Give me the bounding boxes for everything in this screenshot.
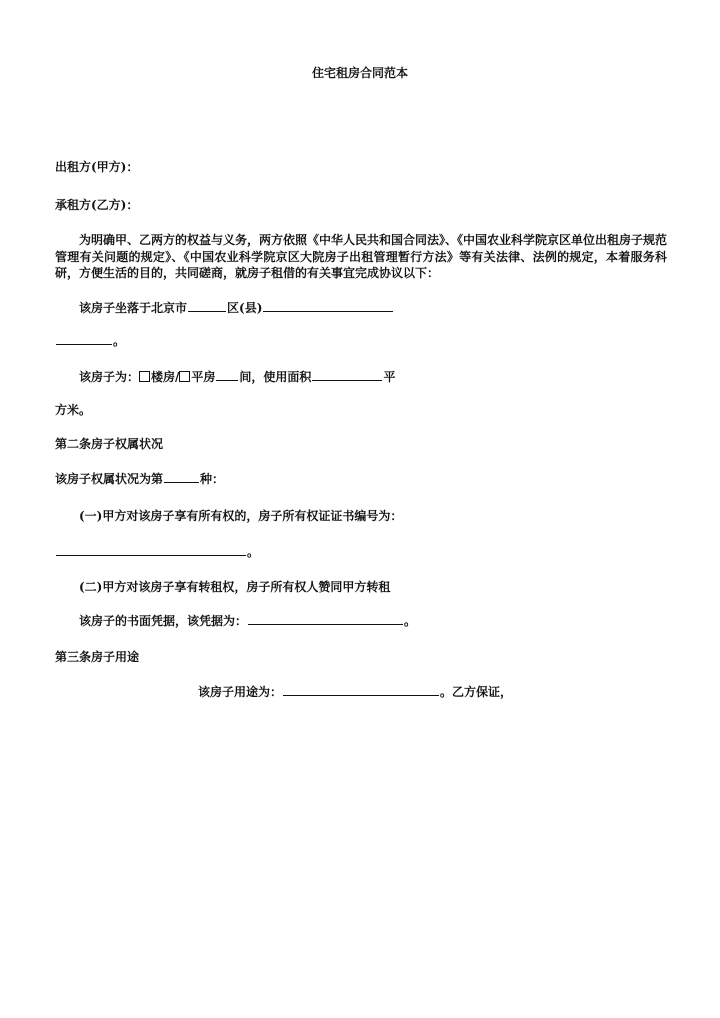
proof-line: [79, 613, 416, 629]
location-end: 。: [113, 334, 126, 348]
unit-end: 方米。: [55, 403, 92, 417]
use-suffix: 。乙方保证，: [440, 685, 513, 699]
status-blank[interactable]: [164, 471, 199, 483]
location-line: [79, 300, 394, 316]
address-blank[interactable]: [263, 300, 393, 312]
house-type-line: [79, 369, 395, 385]
status-prefix: 该房子权属状况为第: [55, 472, 164, 486]
status-suffix: 种：: [200, 472, 225, 486]
checkbox-bungalow[interactable]: [179, 371, 190, 382]
house-type-prefix: 该房子为：: [79, 370, 140, 384]
use-prefix: 该房子用途为：: [198, 685, 283, 699]
checkbox-building[interactable]: [139, 371, 150, 382]
location-prefix: 该房子坐落于北京市: [79, 301, 188, 315]
document-title: 住宅租房合同范本: [311, 66, 408, 80]
item1-end: 。: [247, 545, 260, 559]
area-blank[interactable]: [312, 369, 382, 381]
location-mid: 区(县): [227, 301, 263, 315]
certificate-blank[interactable]: [56, 544, 246, 556]
address-blank-2[interactable]: [56, 333, 112, 345]
proof-blank[interactable]: [248, 613, 403, 625]
rooms-label: 间，使用面积: [239, 370, 312, 384]
use-line: [198, 684, 512, 700]
option-building: 楼房/: [151, 370, 180, 384]
lessor-label: 出租方(甲方)：: [55, 160, 139, 174]
option-bungalow: 平房: [191, 370, 216, 384]
lessee-label: 承租方(乙方)：: [55, 198, 139, 212]
ownership-status-line: [55, 471, 224, 487]
item2: (二)甲方对该房子享有转租权，房子所有权人赞同甲方转租: [79, 580, 391, 594]
item1: (一)甲方对该房子享有所有权的，房子所有权证证书编号为：: [79, 509, 403, 523]
intro-paragraph: 为明确甲、乙两方的权益与义务，两方依照《中华人民共和国合同法》、《中国农业科学院京区单位出租房子规范管理有关问题的规定》、《中国农业科学院京区大院房子出租管理暂行方法》等有关法律、法例的规定，本着服务科研，方便生活的目的，共同磋商，就房子租借的有关事宜完成协议以下：: [55, 233, 668, 280]
article2-heading: 第二条房子权属状况: [55, 437, 164, 451]
article3-heading: 第三条房子用途: [55, 650, 140, 664]
use-blank[interactable]: [283, 684, 439, 696]
location-line-2: [55, 333, 125, 349]
item1-line: [55, 544, 259, 560]
district-blank[interactable]: [188, 300, 226, 312]
proof-suffix: 。: [404, 614, 417, 628]
proof-prefix: 该房子的书面凭据，该凭据为：: [79, 614, 248, 628]
unit-start: 平: [383, 370, 396, 384]
rooms-blank[interactable]: [216, 369, 238, 381]
